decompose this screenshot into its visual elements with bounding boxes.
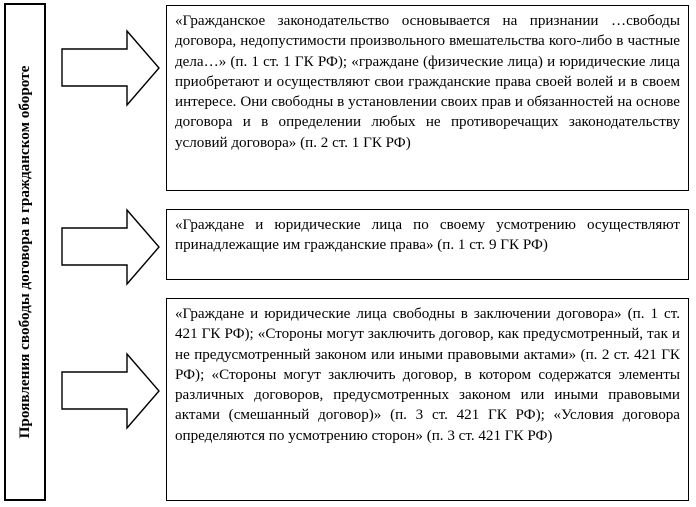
text-box-conclusion: «Граждане и юридические лица свободны в заключении договора» (п. 1 ст. 421 ГК РФ); «Стороны могут заключить договор, как предусмотренный, так и не предусмотренный законом или иными правовыми актами» (п. 2 ст. 421 ГК РФ); «Стороны могут заключить договор, в котором содержатся элементы различных договоров, предусмотренных законом или иными правовыми актами (смешанный договор)» (п. 3 ст. 421 ГК РФ); «Условия договора определяются по усмотрению сторон» (п. 3 ст. 421 ГК РФ)	[166, 298, 689, 501]
text-box-discretion: «Граждане и юридические лица по своему усмотрению осуществляют принадлежащие им гражданские права» (п. 1 ст. 9 ГК РФ)	[166, 209, 689, 280]
side-label-box	[4, 3, 46, 501]
arrow-right-icon	[61, 350, 161, 430]
arrow-right-icon	[61, 27, 161, 107]
side-label: Проявления свободы договора в гражданском обороте	[16, 65, 33, 439]
arrow-right-icon	[61, 206, 161, 286]
text-box-principle: «Гражданское законодательство основывается на признании …свободы договора, недопустимости произвольного вмешательства кого-либо в частные дела…» (п. 1 ст. 1 ГК РФ); «граждане (физические лица) и юридические лица приобретают и осуществляют свои гражданские права своей волей и в своем интересе. Они свободны в установлении своих прав и обязанностей на основе договора и в определении любых не противоречащих законодательству условий договора» (п. 2 ст. 1 ГК РФ)	[166, 5, 689, 191]
